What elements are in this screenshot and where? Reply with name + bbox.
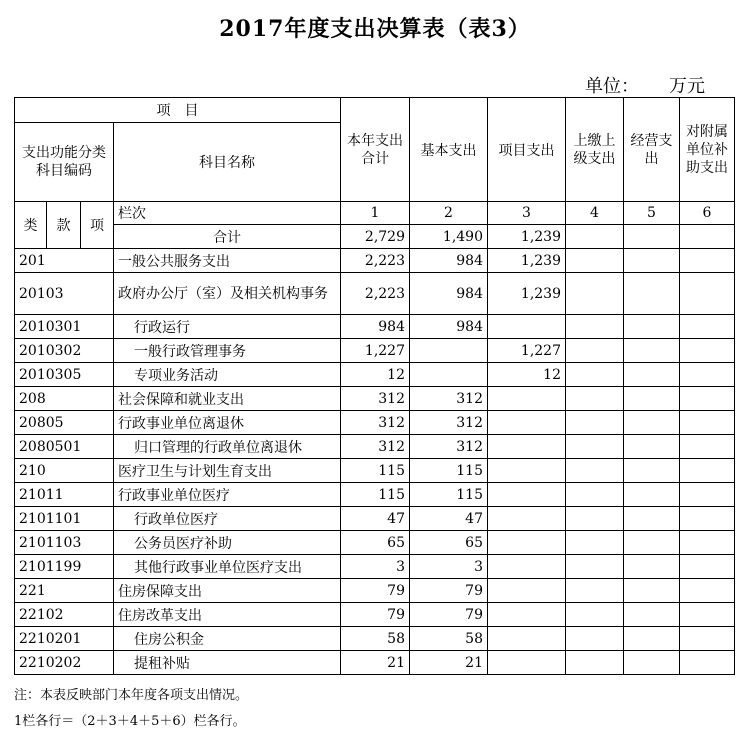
total-project: 1,239 bbox=[488, 225, 566, 249]
row-code: 21011 bbox=[15, 483, 114, 507]
empty-cell bbox=[624, 531, 680, 555]
header-business: 经营支出 bbox=[624, 98, 680, 202]
empty-cell bbox=[680, 555, 735, 579]
table-row bbox=[15, 531, 735, 555]
empty-cell bbox=[680, 363, 735, 387]
row-name: 社会保障和就业支出 bbox=[114, 387, 341, 411]
empty-cell bbox=[566, 273, 624, 315]
row-basic: 312 bbox=[410, 411, 488, 435]
row-basic: 79 bbox=[410, 603, 488, 627]
header-total: 本年支出合计 bbox=[341, 98, 410, 202]
table-row bbox=[15, 315, 735, 339]
empty-cell bbox=[624, 435, 680, 459]
table-row bbox=[15, 387, 735, 411]
row-code: 2210201 bbox=[15, 627, 114, 651]
empty-cell bbox=[624, 225, 680, 249]
row-basic: 312 bbox=[410, 435, 488, 459]
row-project bbox=[488, 459, 566, 483]
empty-cell bbox=[680, 273, 735, 315]
row-code: 20103 bbox=[15, 273, 114, 315]
empty-cell bbox=[680, 483, 735, 507]
row-name: 行政运行 bbox=[114, 315, 341, 339]
empty-cell bbox=[566, 459, 624, 483]
row-project bbox=[488, 387, 566, 411]
empty-cell bbox=[566, 411, 624, 435]
row-basic: 79 bbox=[410, 579, 488, 603]
table-row bbox=[15, 603, 735, 627]
empty-cell bbox=[624, 363, 680, 387]
header-code: 支出功能分类科目编码 bbox=[15, 123, 114, 202]
empty-cell bbox=[566, 315, 624, 339]
empty-cell bbox=[566, 249, 624, 273]
page-title: 2017年度支出决算表（表3） bbox=[219, 16, 531, 42]
row-code: 201 bbox=[15, 249, 114, 273]
row-code: 2010302 bbox=[15, 339, 114, 363]
row-project bbox=[488, 603, 566, 627]
row-total: 2,223 bbox=[341, 273, 410, 315]
row-name: 公务员医疗补助 bbox=[114, 531, 341, 555]
table-row bbox=[15, 555, 735, 579]
row-code: 2010301 bbox=[15, 315, 114, 339]
empty-cell bbox=[624, 555, 680, 579]
empty-cell bbox=[680, 507, 735, 531]
row-project: 1,239 bbox=[488, 273, 566, 315]
header-kuan: 款 bbox=[47, 202, 81, 249]
empty-cell bbox=[624, 249, 680, 273]
row-total: 115 bbox=[341, 483, 410, 507]
table-row bbox=[15, 363, 735, 387]
row-total: 21 bbox=[341, 651, 410, 675]
header-item: 项 目 bbox=[15, 98, 341, 123]
table-row bbox=[15, 651, 735, 675]
col-num: 2 bbox=[410, 202, 488, 225]
col-num: 1 bbox=[341, 202, 410, 225]
empty-cell bbox=[680, 387, 735, 411]
table-row bbox=[15, 459, 735, 483]
row-code: 2101101 bbox=[15, 507, 114, 531]
table-row bbox=[15, 435, 735, 459]
row-code: 221 bbox=[15, 579, 114, 603]
row-total: 3 bbox=[341, 555, 410, 579]
row-total: 312 bbox=[341, 411, 410, 435]
row-total: 312 bbox=[341, 435, 410, 459]
header-upper: 上缴上级支出 bbox=[566, 98, 624, 202]
row-total: 312 bbox=[341, 387, 410, 411]
row-total: 12 bbox=[341, 363, 410, 387]
empty-cell bbox=[566, 651, 624, 675]
row-name: 行政单位医疗 bbox=[114, 507, 341, 531]
row-total: 115 bbox=[341, 459, 410, 483]
row-total: 984 bbox=[341, 315, 410, 339]
row-code: 2101199 bbox=[15, 555, 114, 579]
row-basic bbox=[410, 339, 488, 363]
row-total: 47 bbox=[341, 507, 410, 531]
row-project bbox=[488, 579, 566, 603]
row-code: 208 bbox=[15, 387, 114, 411]
empty-cell bbox=[680, 603, 735, 627]
row-basic: 21 bbox=[410, 651, 488, 675]
empty-cell bbox=[566, 387, 624, 411]
row-project bbox=[488, 651, 566, 675]
row-name: 专项业务活动 bbox=[114, 363, 341, 387]
row-project bbox=[488, 555, 566, 579]
row-name: 一般公共服务支出 bbox=[114, 249, 341, 273]
empty-cell bbox=[566, 555, 624, 579]
row-code: 210 bbox=[15, 459, 114, 483]
empty-cell bbox=[624, 507, 680, 531]
empty-cell bbox=[680, 315, 735, 339]
row-project bbox=[488, 531, 566, 555]
row-project bbox=[488, 435, 566, 459]
empty-cell bbox=[624, 339, 680, 363]
row-name: 政府办公厅（室）及相关机构事务 bbox=[114, 273, 341, 315]
empty-cell bbox=[624, 273, 680, 315]
note-1: 注：本表反映部门本年度各项支出情况。 bbox=[14, 688, 249, 703]
empty-cell bbox=[624, 483, 680, 507]
row-name: 行政事业单位医疗 bbox=[114, 483, 341, 507]
header-subsidiary: 对附属单位补助支出 bbox=[680, 98, 735, 202]
row-basic bbox=[410, 363, 488, 387]
total-basic: 1,490 bbox=[410, 225, 488, 249]
empty-cell bbox=[624, 603, 680, 627]
unit-label bbox=[585, 72, 705, 98]
row-project bbox=[488, 411, 566, 435]
row-total: 1,227 bbox=[341, 339, 410, 363]
row-name: 其他行政事业单位医疗支出 bbox=[114, 555, 341, 579]
header-xiang: 项 bbox=[81, 202, 114, 249]
empty-cell bbox=[624, 411, 680, 435]
row-total: 65 bbox=[341, 531, 410, 555]
row-name: 医疗卫生与计划生育支出 bbox=[114, 459, 341, 483]
table-row bbox=[15, 249, 735, 273]
table-row bbox=[15, 507, 735, 531]
empty-cell bbox=[680, 651, 735, 675]
total-total: 2,729 bbox=[341, 225, 410, 249]
row-name: 归口管理的行政单位离退休 bbox=[114, 435, 341, 459]
empty-cell bbox=[624, 651, 680, 675]
row-project bbox=[488, 627, 566, 651]
row-basic: 58 bbox=[410, 627, 488, 651]
row-total: 79 bbox=[341, 603, 410, 627]
total-label: 合计 bbox=[114, 225, 341, 249]
row-name: 住房保障支出 bbox=[114, 579, 341, 603]
row-basic: 312 bbox=[410, 387, 488, 411]
col-num: 4 bbox=[566, 202, 624, 225]
header-basic: 基本支出 bbox=[410, 98, 488, 202]
col-num: 3 bbox=[488, 202, 566, 225]
empty-cell bbox=[624, 315, 680, 339]
empty-cell bbox=[566, 579, 624, 603]
row-project bbox=[488, 483, 566, 507]
row-name: 一般行政管理事务 bbox=[114, 339, 341, 363]
header-lei: 类 bbox=[15, 202, 47, 249]
empty-cell bbox=[566, 603, 624, 627]
empty-cell bbox=[566, 339, 624, 363]
row-code: 20805 bbox=[15, 411, 114, 435]
empty-cell bbox=[566, 507, 624, 531]
empty-cell bbox=[566, 363, 624, 387]
expenditure-table bbox=[14, 97, 735, 675]
row-code: 2010305 bbox=[15, 363, 114, 387]
row-basic: 984 bbox=[410, 315, 488, 339]
empty-cell bbox=[680, 249, 735, 273]
row-basic: 115 bbox=[410, 459, 488, 483]
empty-cell bbox=[624, 459, 680, 483]
row-total: 79 bbox=[341, 579, 410, 603]
empty-cell bbox=[624, 387, 680, 411]
row-total: 2,223 bbox=[341, 249, 410, 273]
empty-cell bbox=[566, 627, 624, 651]
col-num: 6 bbox=[680, 202, 735, 225]
col-label: 栏次 bbox=[114, 202, 341, 225]
row-code: 2210202 bbox=[15, 651, 114, 675]
unit-label-text: 单位： bbox=[585, 76, 639, 97]
empty-cell bbox=[680, 627, 735, 651]
table-row bbox=[15, 411, 735, 435]
row-project: 1,239 bbox=[488, 249, 566, 273]
empty-cell bbox=[680, 339, 735, 363]
table-row bbox=[15, 627, 735, 651]
empty-cell bbox=[566, 531, 624, 555]
empty-cell bbox=[680, 225, 735, 249]
row-project: 12 bbox=[488, 363, 566, 387]
table-row bbox=[15, 579, 735, 603]
empty-cell bbox=[566, 483, 624, 507]
row-basic: 3 bbox=[410, 555, 488, 579]
header-name: 科目名称 bbox=[114, 123, 341, 202]
row-basic: 984 bbox=[410, 249, 488, 273]
row-project: 1,227 bbox=[488, 339, 566, 363]
empty-cell bbox=[624, 579, 680, 603]
empty-cell bbox=[680, 579, 735, 603]
empty-cell bbox=[566, 435, 624, 459]
table-row bbox=[15, 273, 735, 315]
empty-cell bbox=[680, 459, 735, 483]
empty-cell bbox=[680, 435, 735, 459]
row-project bbox=[488, 315, 566, 339]
row-basic: 984 bbox=[410, 273, 488, 315]
row-name: 住房公积金 bbox=[114, 627, 341, 651]
unit-value: 万元 bbox=[669, 76, 705, 97]
empty-cell bbox=[680, 411, 735, 435]
row-name: 提租补贴 bbox=[114, 651, 341, 675]
total-row bbox=[15, 225, 735, 249]
empty-cell bbox=[680, 531, 735, 555]
empty-cell bbox=[566, 225, 624, 249]
row-code: 2080501 bbox=[15, 435, 114, 459]
col-num: 5 bbox=[624, 202, 680, 225]
row-name: 行政事业单位离退休 bbox=[114, 411, 341, 435]
row-code: 22102 bbox=[15, 603, 114, 627]
row-name: 住房改革支出 bbox=[114, 603, 341, 627]
row-basic: 47 bbox=[410, 507, 488, 531]
note-2: 1栏各行＝（2＋3＋4＋5＋6）栏各行。 bbox=[14, 714, 246, 729]
empty-cell bbox=[624, 627, 680, 651]
table-row bbox=[15, 483, 735, 507]
row-basic: 115 bbox=[410, 483, 488, 507]
header-project: 项目支出 bbox=[488, 98, 566, 202]
table-row bbox=[15, 339, 735, 363]
row-code: 2101103 bbox=[15, 531, 114, 555]
row-project bbox=[488, 507, 566, 531]
row-basic: 65 bbox=[410, 531, 488, 555]
row-total: 58 bbox=[341, 627, 410, 651]
